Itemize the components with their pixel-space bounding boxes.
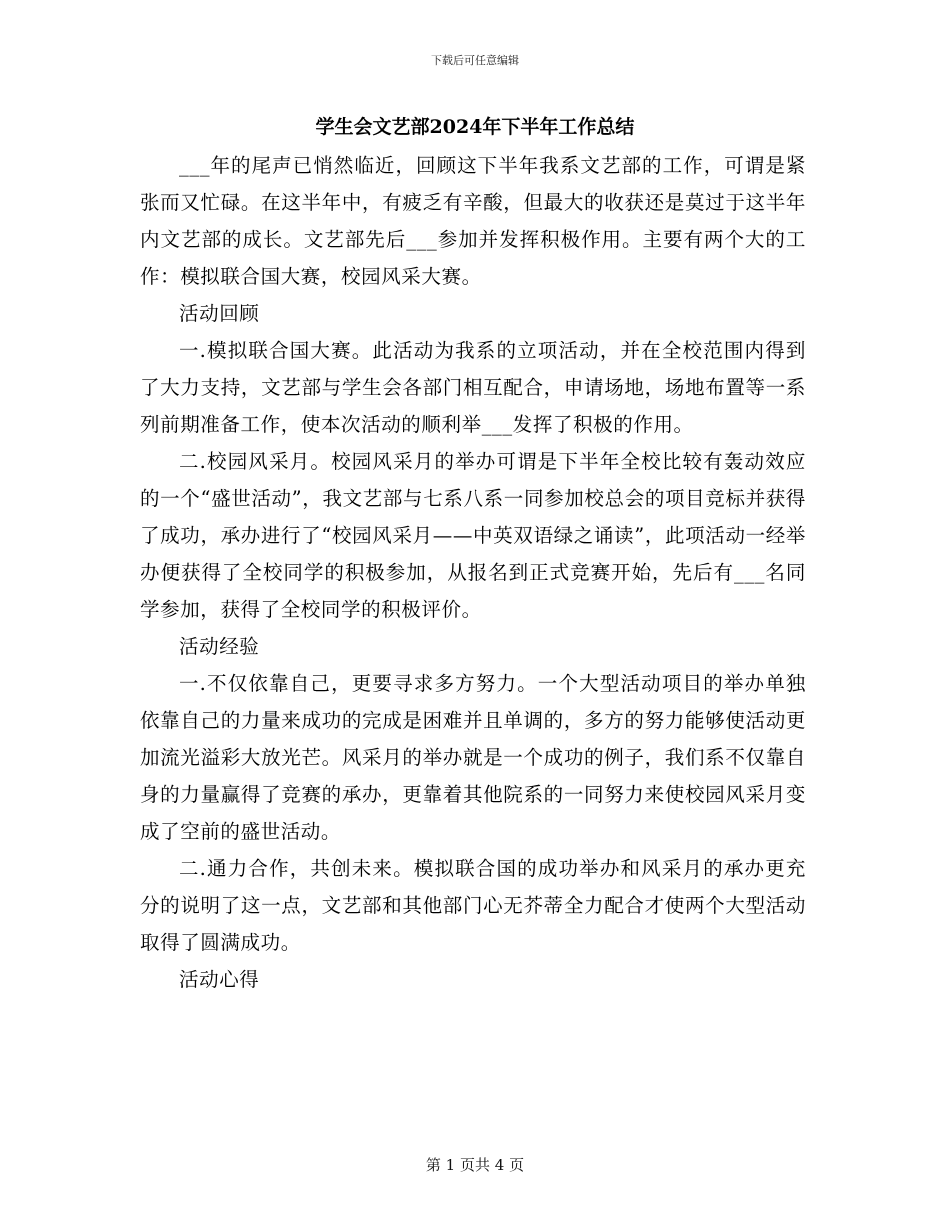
section-heading-review: 活动回顾 bbox=[179, 302, 260, 325]
section-heading-insights: 活动心得 bbox=[179, 968, 260, 991]
paragraph-model-un: 一.模拟联合国大赛。此活动为我系的立项活动，并在全校范围内得到了大力支持，文艺部与学生会各部门相互配合，申请场地，场地布置等一系列前期准备工作，使本次活动的顺利举___发挥了积极的作用。 bbox=[140, 339, 806, 436]
paragraph-campus-month: 二.校园风采月。校园风采月的举办可谓是下半年全校比较有轰动效应的一个“盛世活动”，我文艺部与七系八系一同参加校总会的项目竞标并获得了成功，承办进行了“校园风采月——中英双语绿之诵读”，此项活动一经举办便获得了全校同学的积极参加，从报名到正式竞赛开始，先后有___名同学参加，获得了全校同学的积极评价。 bbox=[140, 450, 806, 621]
section-heading-experience: 活动经验 bbox=[179, 635, 260, 658]
document-body bbox=[140, 147, 806, 998]
paragraph-experience-two: 二.通力合作，共创未来。模拟联合国的成功举办和风采月的承办更充分的说明了这一点，文艺部和其他部门心无芥蒂全力配合才使两个大型活动取得了圆满成功。 bbox=[140, 857, 806, 954]
document-title: 学生会文艺部2024年下半年工作总结 bbox=[315, 116, 635, 138]
page-number: 第 1 页共 4 页 bbox=[425, 1156, 525, 1174]
paragraph-intro: ___年的尾声已悄然临近，回顾这下半年我系文艺部的工作，可谓是紧张而又忙碌。在这半年中，有疲乏有辛酸，但最大的收获还是莫过于这半年内文艺部的成长。文艺部先后___参加并发挥积极作用。主要有两个大的工作：模拟联合国大赛，校园风采大赛。 bbox=[140, 154, 806, 288]
paragraph-experience-one: 一.不仅依靠自己，更要寻求多方努力。一个大型活动项目的举办单独依靠自己的力量来成功的完成是困难并且单调的，多方的努力能够使活动更加流光溢彩大放光芒。风采月的举办就是一个成功的例子，我们系不仅靠自身的力量赢得了竞赛的承办，更靠着其他院系的一同努力来使校园风采月变成了空前的盛世活动。 bbox=[140, 672, 806, 843]
page-header: 下载后可任意编辑 bbox=[431, 54, 519, 67]
